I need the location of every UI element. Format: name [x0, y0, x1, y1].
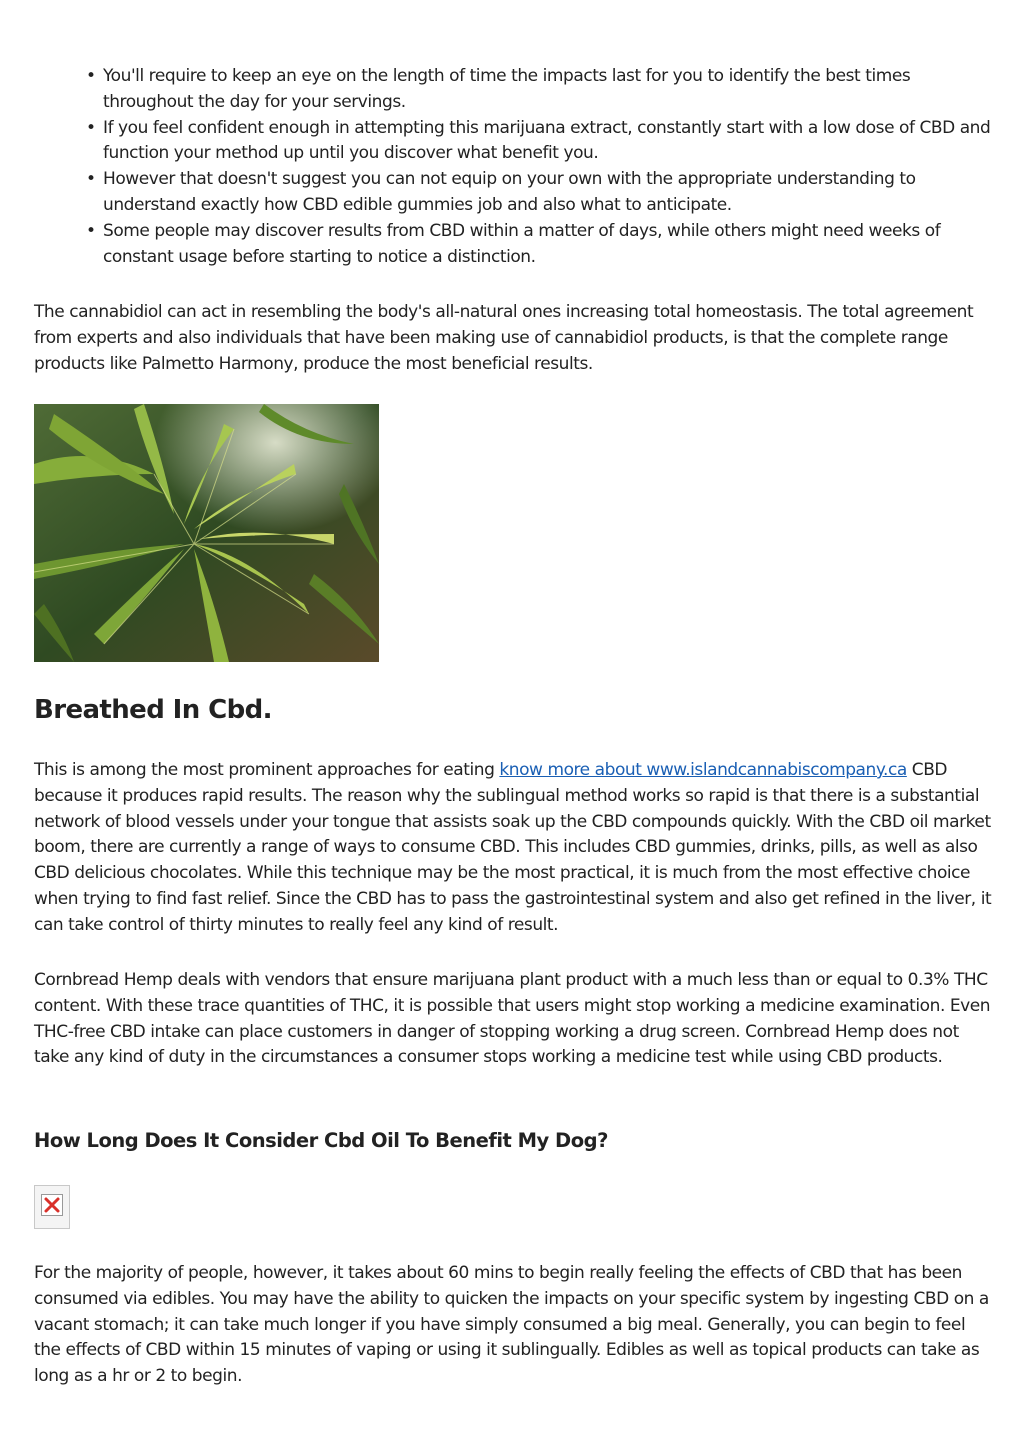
bullet-item: • If you feel confident enough in attempting this marijuana extract, constantly start with a low dose of CBD and function your method up until you discover what benefit you.: [86, 116, 996, 168]
close-x-icon: [42, 1195, 62, 1215]
bullet-item: • You'll require to keep an eye on the length of time the impacts last for you to identify the best times throughout the day for your servings.: [86, 64, 996, 116]
cannabis-leaves-photo: [34, 404, 379, 662]
paragraph-edibles-timing: For the majority of people, however, it takes about 60 mins to begin really feeling the effects of CBD that has been consumed via edibles. You may have the ability to quicken the impacts on your specific system by ingesting CBD on a vacant stomach; it can take much longer if you have simply consumed a big meal. Generally, you can begin to feel the effects of CBD within 15 minutes of vaping or using it sublingually. Edibles as well as topical products can take as long as a hr or 2 to begin.: [34, 1263, 989, 1387]
paragraph-text: This is among the most prominent approaches for eating: [34, 760, 500, 780]
bullet-item: • However that doesn't suggest you can not equip on your own with the appropriate understanding to understand exactly how CBD edible gummies job and also what to anticipate.: [86, 167, 996, 219]
heading-cbd-oil-dog: How Long Does It Consider Cbd Oil To Benefit My Dog?: [34, 1129, 608, 1152]
island-cannabis-link[interactable]: know more about www.islandcannabiscompany.ca: [499, 760, 907, 780]
bullet-item: • Some people may discover results from CBD within a matter of days, while others might need weeks of constant usage before starting to notice a distinction.: [86, 219, 996, 271]
paragraph-homeostasis: The cannabidiol can act in resembling the body's all-natural ones increasing total homeostasis. The total agreement from experts and also individuals that have been making use of cannabidiol products, is that the complete range products like Palmetto Harmony, produce the most beneficial results.: [34, 302, 974, 374]
paragraph-sublingual: [34, 758, 996, 939]
paragraph-cornbread-hemp: Cornbread Hemp deals with vendors that ensure marijuana plant product with a much less than or equal to 0.3% THC content. With these trace quantities of THC, it is possible that users might stop working a medicine examination. Even THC-free CBD intake can place customers in danger of stopping working a drug screen. Cornbread Hemp does not take any kind of duty in the circumstances a consumer stops working a medicine test while using CBD products.: [34, 970, 991, 1068]
heading-breathed-in-cbd: Breathed In Cbd.: [34, 695, 272, 725]
bullet-list: [86, 64, 996, 270]
paragraph-text: CBD because it produces rapid results. The reason why the sublingual method works so rapid is that there is a substantial network of blood vessels under your tongue that assists soak up the CBD compounds quickly. With the CBD oil market boom, there are currently a range of ways to consume CBD. This includes CBD gummies, drinks, pills, as well as also CBD delicious chocolates. While this technique may be the most practical, it is much from the most effective choice when trying to find fast relief. Since the CBD has to pass the gastrointestinal system and also get refined in the liver, it can take control of thirty minutes to really feel any kind of result.: [34, 760, 992, 935]
broken-image-icon: [34, 1185, 70, 1229]
broken-image-frame: [41, 1194, 63, 1216]
